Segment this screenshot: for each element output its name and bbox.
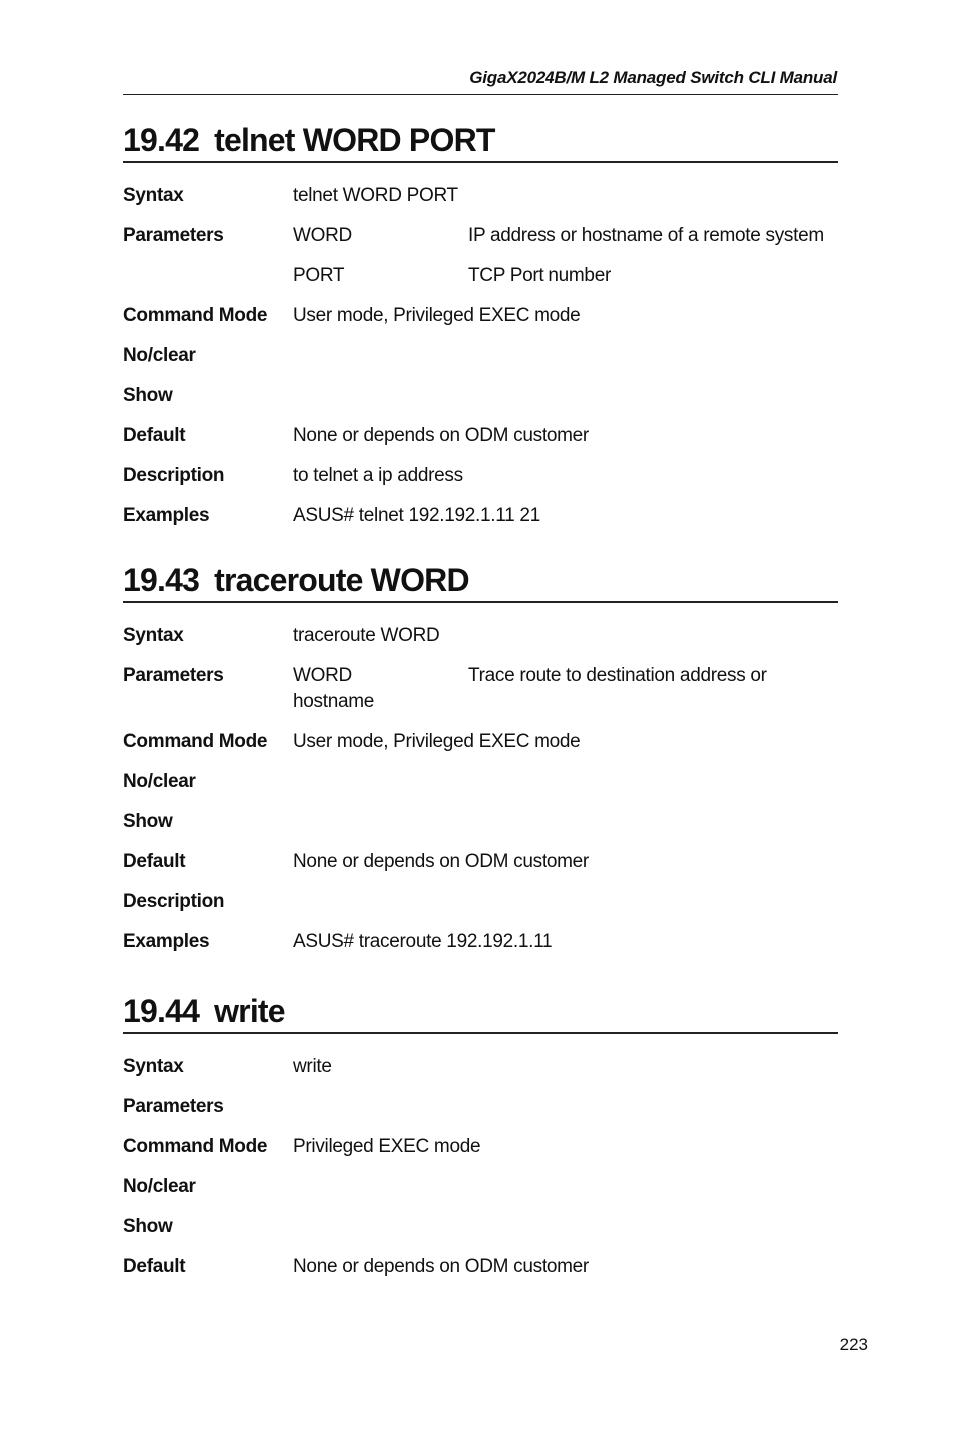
- row-value: traceroute WORD: [293, 625, 440, 646]
- row-description: [123, 463, 838, 489]
- row-default: [123, 423, 838, 449]
- page-number: 223: [839, 1335, 868, 1354]
- row-show: [123, 809, 838, 835]
- row-value: None or depends on ODM customer: [293, 1256, 589, 1277]
- row-value: User mode, Privileged EXEC mode: [293, 731, 581, 752]
- row-label: Command Mode: [123, 305, 268, 326]
- row-noclear: [123, 1174, 838, 1200]
- row-value: User mode, Privileged EXEC mode: [293, 305, 581, 326]
- header-rule: [123, 94, 838, 95]
- row-value: None or depends on ODM customer: [293, 851, 589, 872]
- row-label: Show: [123, 1216, 173, 1237]
- row-label: Parameters: [123, 1096, 224, 1117]
- row-label: Parameters: [123, 225, 224, 246]
- row-label: Command Mode: [123, 1136, 268, 1157]
- row-label: Syntax: [123, 625, 184, 646]
- row-label: Default: [123, 425, 186, 446]
- section-title: telnet WORD PORT: [214, 122, 495, 158]
- section-write: [123, 977, 838, 1294]
- row-parameters: [123, 1094, 838, 1120]
- section-telnet: [123, 106, 838, 543]
- row-syntax: [123, 1054, 838, 1080]
- section-heading: [123, 546, 838, 603]
- row-parameters: [123, 663, 838, 715]
- row-value: ASUS# traceroute 192.192.1.11: [293, 931, 553, 952]
- section-heading: [123, 977, 838, 1034]
- row-label-empty: [123, 263, 293, 289]
- row-label: Syntax: [123, 185, 184, 206]
- param-name: WORD: [293, 665, 352, 686]
- row-value: write: [293, 1056, 332, 1077]
- row-value: [293, 343, 838, 369]
- row-label: Parameters: [123, 665, 224, 686]
- row-label: Description: [123, 891, 225, 912]
- param-name: PORT: [293, 265, 345, 286]
- row-show: [123, 1214, 838, 1240]
- row-value: [293, 383, 838, 409]
- row-value: Privileged EXEC mode: [293, 1136, 481, 1157]
- row-parameters: [123, 223, 838, 249]
- section-title: write: [214, 993, 285, 1029]
- section-number: 19.44: [123, 993, 200, 1029]
- section-number: 19.42: [123, 122, 200, 158]
- row-value: [293, 1174, 838, 1200]
- command-table: [123, 603, 838, 955]
- row-label: No/clear: [123, 771, 196, 792]
- row-label: No/clear: [123, 345, 196, 366]
- param-desc-continued: hostname: [293, 691, 375, 712]
- row-label: Command Mode: [123, 731, 268, 752]
- section-heading: [123, 106, 838, 163]
- row-value: to telnet a ip address: [293, 465, 463, 486]
- row-syntax: [123, 183, 838, 209]
- command-table: [123, 163, 838, 529]
- row-default: [123, 849, 838, 875]
- command-table: [123, 1034, 838, 1280]
- row-value: [293, 663, 838, 715]
- section-traceroute: [123, 546, 838, 969]
- row-description: [123, 889, 838, 915]
- param-desc: TCP Port number: [468, 265, 611, 286]
- row-value: [293, 809, 838, 835]
- row-label: Default: [123, 851, 186, 872]
- row-noclear: [123, 769, 838, 795]
- row-value: None or depends on ODM customer: [293, 425, 589, 446]
- row-default: [123, 1254, 838, 1280]
- row-command-mode: [123, 1134, 838, 1160]
- param-desc: IP address or hostname of a remote system: [468, 225, 824, 246]
- row-value: [293, 1214, 838, 1240]
- param-desc: Trace route to destination address or: [468, 665, 767, 686]
- row-label: Show: [123, 385, 173, 406]
- row-value: ASUS# telnet 192.192.1.11 21: [293, 505, 540, 526]
- row-noclear: [123, 343, 838, 369]
- row-parameters-cont: [123, 263, 838, 289]
- row-label: No/clear: [123, 1176, 196, 1197]
- row-label: Show: [123, 811, 173, 832]
- row-label: Examples: [123, 931, 210, 952]
- running-header: GigaX2024B/M L2 Managed Switch CLI Manual: [469, 68, 837, 87]
- row-label: Default: [123, 1256, 186, 1277]
- row-examples: [123, 929, 838, 955]
- row-syntax: [123, 623, 838, 649]
- section-title: traceroute WORD: [214, 562, 469, 598]
- row-value: [293, 889, 838, 915]
- row-label: Examples: [123, 505, 210, 526]
- row-show: [123, 383, 838, 409]
- row-command-mode: [123, 729, 838, 755]
- row-value: [293, 1094, 838, 1120]
- row-label: Syntax: [123, 1056, 184, 1077]
- row-examples: [123, 503, 838, 529]
- row-value: telnet WORD PORT: [293, 185, 458, 206]
- param-name: WORD: [293, 225, 352, 246]
- row-value: [293, 769, 838, 795]
- row-command-mode: [123, 303, 838, 329]
- section-number: 19.43: [123, 562, 200, 598]
- row-label: Description: [123, 465, 225, 486]
